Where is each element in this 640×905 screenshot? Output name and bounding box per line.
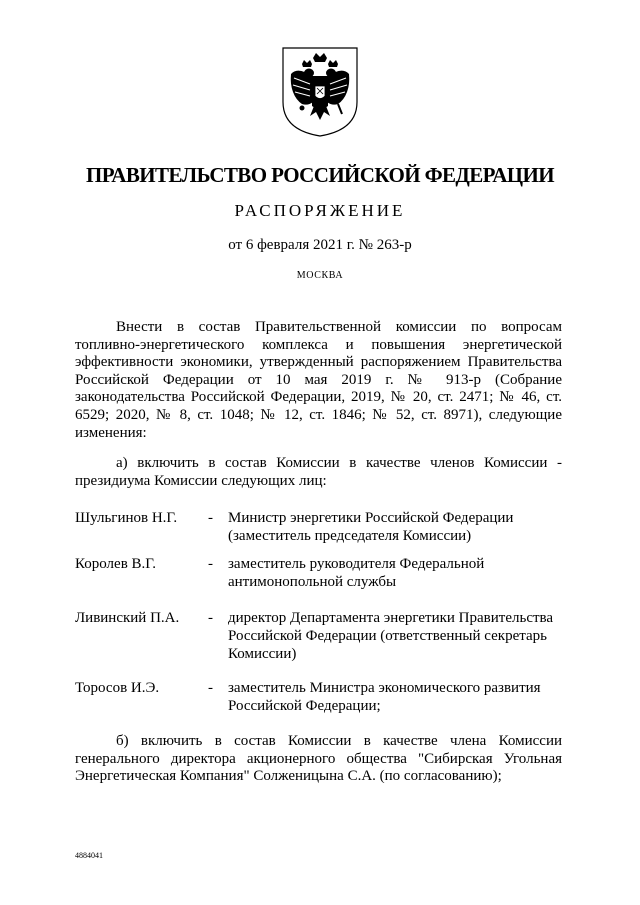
organization-title: ПРАВИТЕЛЬСТВО РОССИЙСКОЙ ФЕДЕРАЦИИ <box>86 163 554 187</box>
member-description: директор Департамента энергетики Правительства Российской Федерации (ответственный секретарь Комиссии) <box>228 610 554 662</box>
member-description: заместитель Министра экономического развития Российской Федерации; <box>228 680 541 714</box>
item-b-paragraph: б) включить в состав Комиссии в качестве члена Комиссии генерального директора акционерного общества "Сибирская Угольная Энергетическая Компания" Солженицына С.А. (по согласованию); <box>75 733 562 785</box>
russian-coat-of-arms-icon <box>280 44 360 138</box>
member-description: Министр энергетики Российской Федерации (заместитель председателя Комиссии) <box>228 510 514 544</box>
intro-paragraph: Внести в состав Правительственной комиссии по вопросам топливно-энергетического комплекса и повышения энергетической эффективности экономики, утвержденный распоряжением Правительства Российской Федерации от 10 мая 2019 г. № 913-р (Собрание законодательства Российской Федерации, 2019, № 20, ст. 2471; № 46, ст. 6529; 2020, № 8, ст. 1048; № 12, ст. 1846; № 52, ст. 8971), следующие изменения: <box>75 319 562 441</box>
member-name: Торосов И.Э. <box>75 680 160 696</box>
member-dash: - <box>208 556 213 572</box>
document-type: РАСПОРЯЖЕНИЕ <box>234 201 406 220</box>
document-date-number: от 6 февраля 2021 г. № 263-р <box>228 237 412 253</box>
document-id-number: 4884041 <box>75 851 103 860</box>
member-dash: - <box>208 510 213 526</box>
member-name: Ливинский П.А. <box>75 610 180 626</box>
member-dash: - <box>208 680 213 696</box>
item-a-paragraph: а) включить в состав Комиссии в качестве членов Комиссии - президиума Комиссии следующих лиц: <box>75 455 562 489</box>
member-name: Шульгинов Н.Г. <box>75 510 178 526</box>
city: МОСКВА <box>296 270 344 281</box>
member-dash: - <box>208 610 213 626</box>
member-description: заместитель руководителя Федеральной антимонопольной службы <box>228 556 485 590</box>
member-name: Королев В.Г. <box>75 556 157 572</box>
